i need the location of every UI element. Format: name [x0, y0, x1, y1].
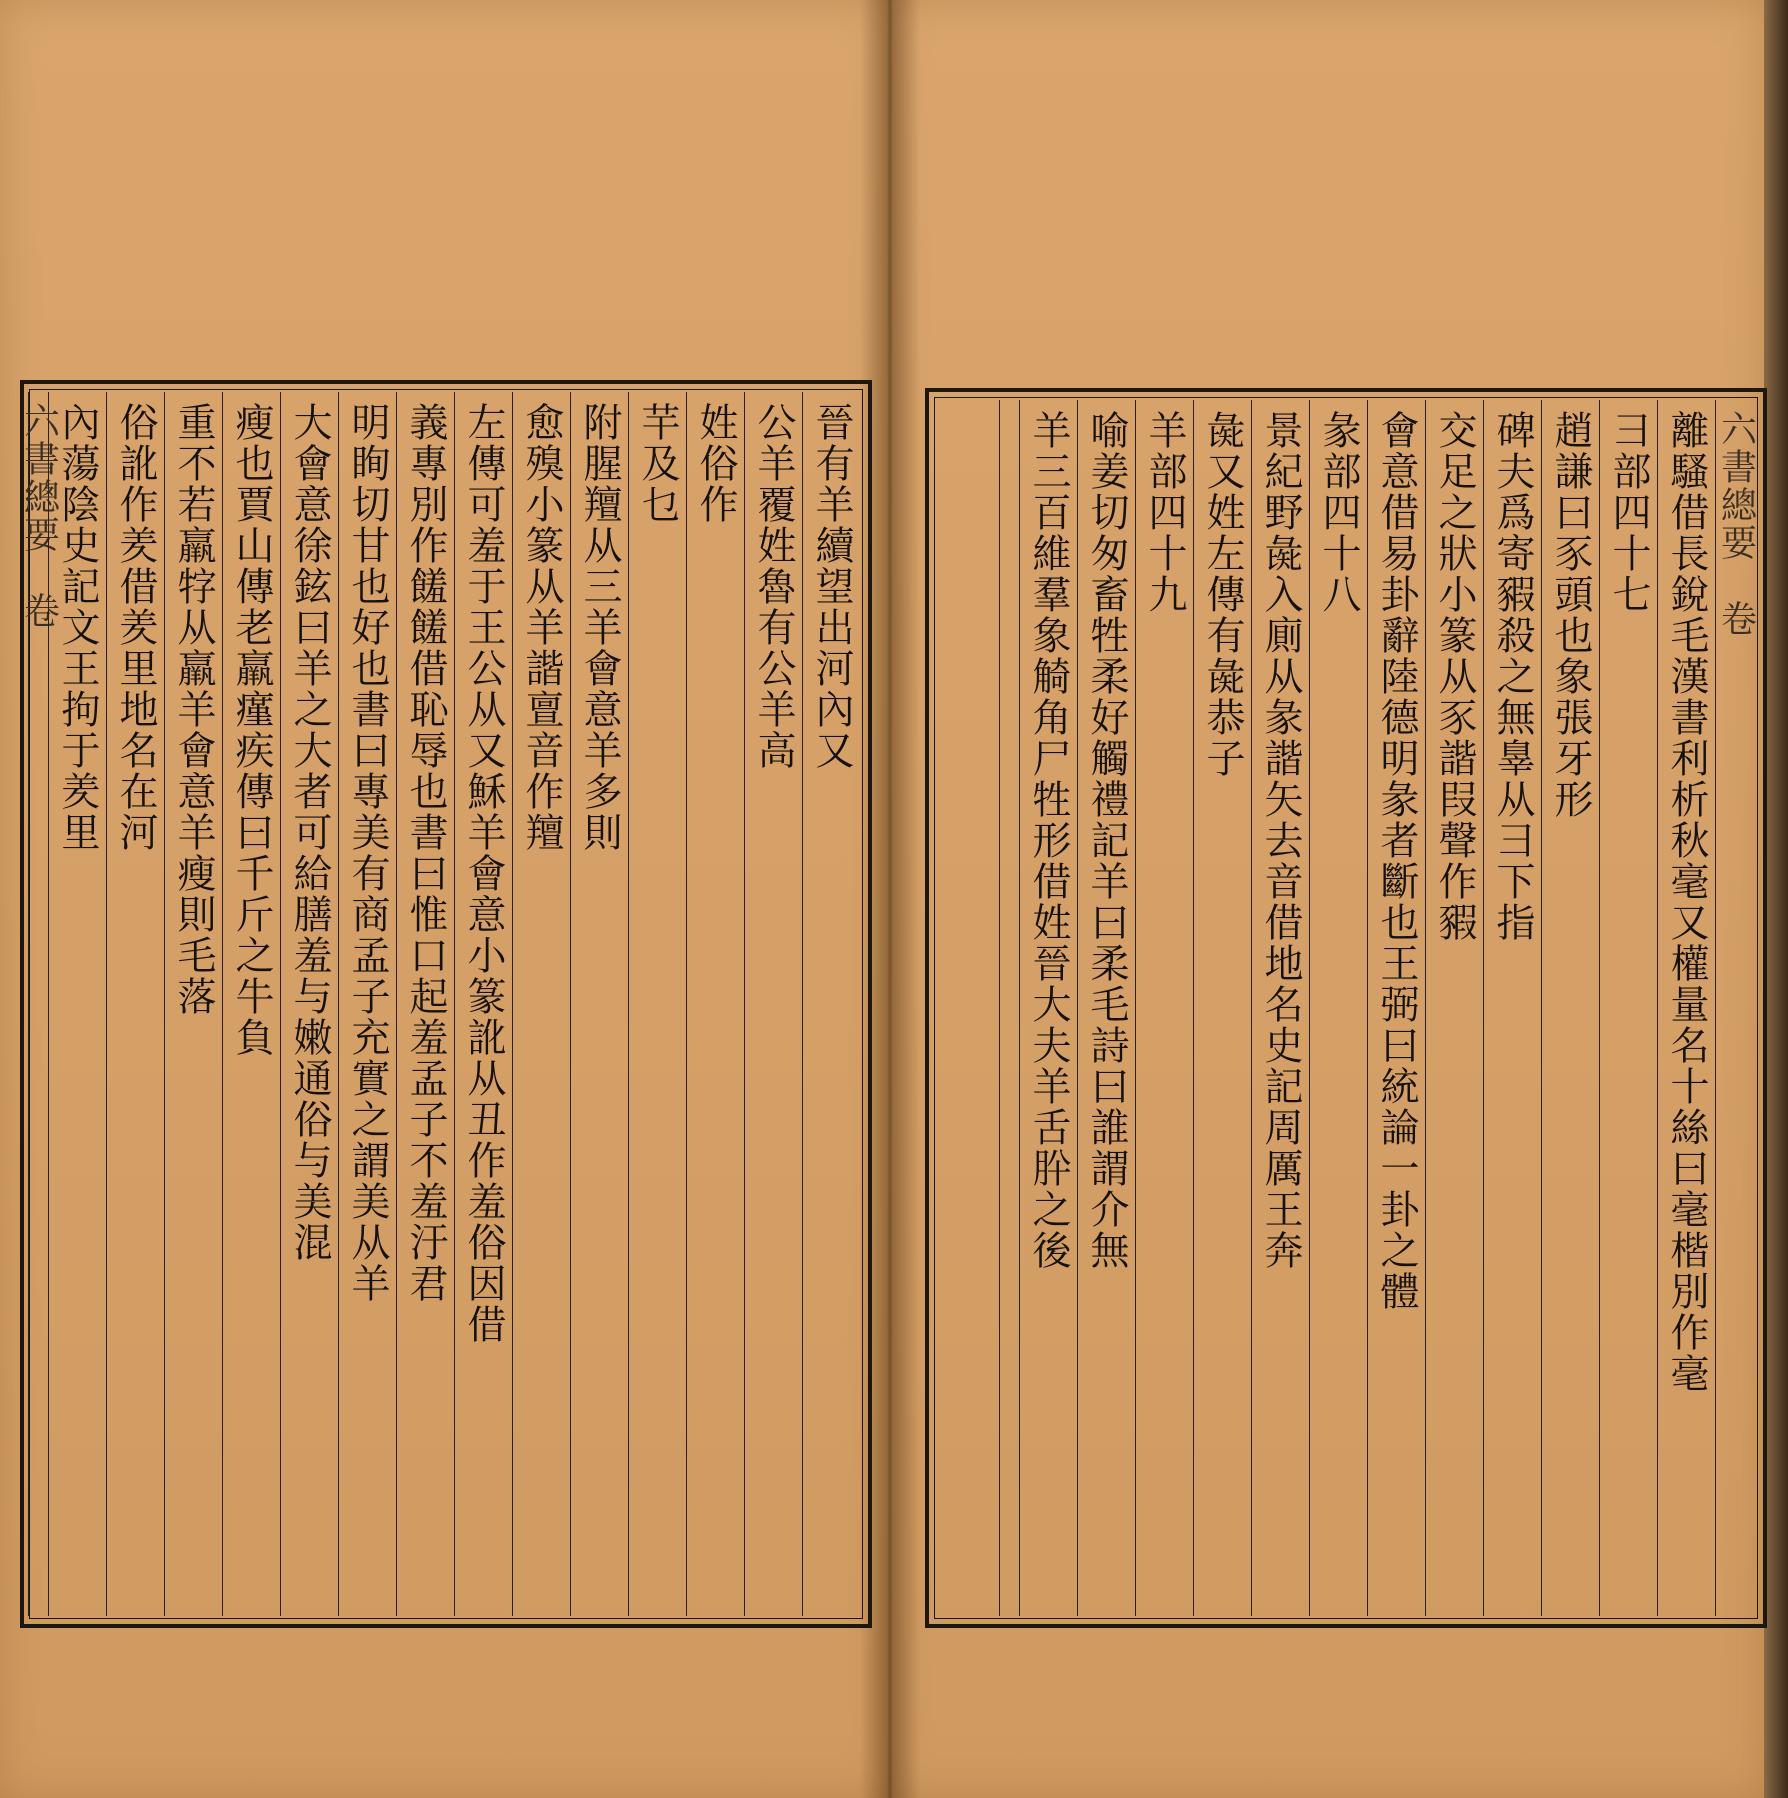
right-text-frame: [925, 388, 1767, 1628]
left-column-9: 明眴切甘也好也書曰專美有商孟子充實之謂美从羊: [338, 392, 396, 1616]
right-column-8: 景紀野彘入廁从彖諧矢去音借地名史記周厲王奔: [1251, 400, 1309, 1616]
right-column-2: 彐部四十七: [1599, 400, 1657, 1616]
right-column-1: 離騷借長銳毛漢書利析秋毫又權量名十絲曰毫楷別作毫: [1657, 400, 1715, 1616]
right-column-4: 碑夫爲寄豭殺之無辠从彐下指: [1483, 400, 1541, 1616]
right-column-9: 彘又姓左傳有彘恭子: [1193, 400, 1251, 1616]
right-spacer: [999, 400, 1019, 1616]
left-column-2: 公羊覆姓魯有公羊高: [744, 392, 802, 1616]
left-text-frame: [20, 380, 872, 1628]
right-column-6: 會意借易卦辭陸德明彖者斷也王弼曰統論一卦之體: [1367, 400, 1425, 1616]
left-column-12: 重不若羸牸从羸羊會意羊瘦則毛落: [164, 392, 222, 1616]
right-column-12: 羊三百維羣象觭角尸牲形借姓晉大夫羊舌肸之後: [1019, 400, 1077, 1616]
right-text-columns: [937, 400, 1755, 1616]
left-column-3: 姓俗作: [686, 392, 744, 1616]
right-margin-title: 六書總要 卷: [1715, 400, 1755, 1616]
left-column-10: 大會意徐鉉曰羊之大者可給膳羞与嫩通俗与美混: [280, 392, 338, 1616]
left-margin-title: 六書總要 卷: [28, 392, 48, 1616]
right-column-7: 彖部四十八: [1309, 400, 1367, 1616]
left-column-6: 愈殠小篆从羊諧亶音作羶: [512, 392, 570, 1616]
left-column-1: 晉有羊續望出河內又: [802, 392, 860, 1616]
right-column-11: 喻姜切匆畜牲柔好觸禮記羊曰柔毛詩曰誰謂介無: [1077, 400, 1135, 1616]
left-column-14: 內蕩陰史記文王拘于羑里: [48, 392, 106, 1616]
left-column-8: 義專別作饈饈借恥辱也書曰惟口起羞孟子不羞汙君: [396, 392, 454, 1616]
left-column-11: 瘦也賈山傳老羸瘽疾傳曰千斤之牛負: [222, 392, 280, 1616]
left-column-5: 附腥羶从三羊會意羊多則: [570, 392, 628, 1616]
left-column-7: 左傳可羞于王公从又穌羊會意小篆訛从丑作羞俗因借: [454, 392, 512, 1616]
right-column-3: 趙謙曰豕頭也象張牙形: [1541, 400, 1599, 1616]
left-column-4: 芉及乜: [628, 392, 686, 1616]
page-edge: [1764, 0, 1788, 1798]
right-column-5: 交足之狀小篆从豕諧叚聲作豭: [1425, 400, 1483, 1616]
left-text-columns: [18, 392, 860, 1616]
right-column-10: 羊部四十九: [1135, 400, 1193, 1616]
left-column-13: 俗訛作羑借羑里地名在河: [106, 392, 164, 1616]
